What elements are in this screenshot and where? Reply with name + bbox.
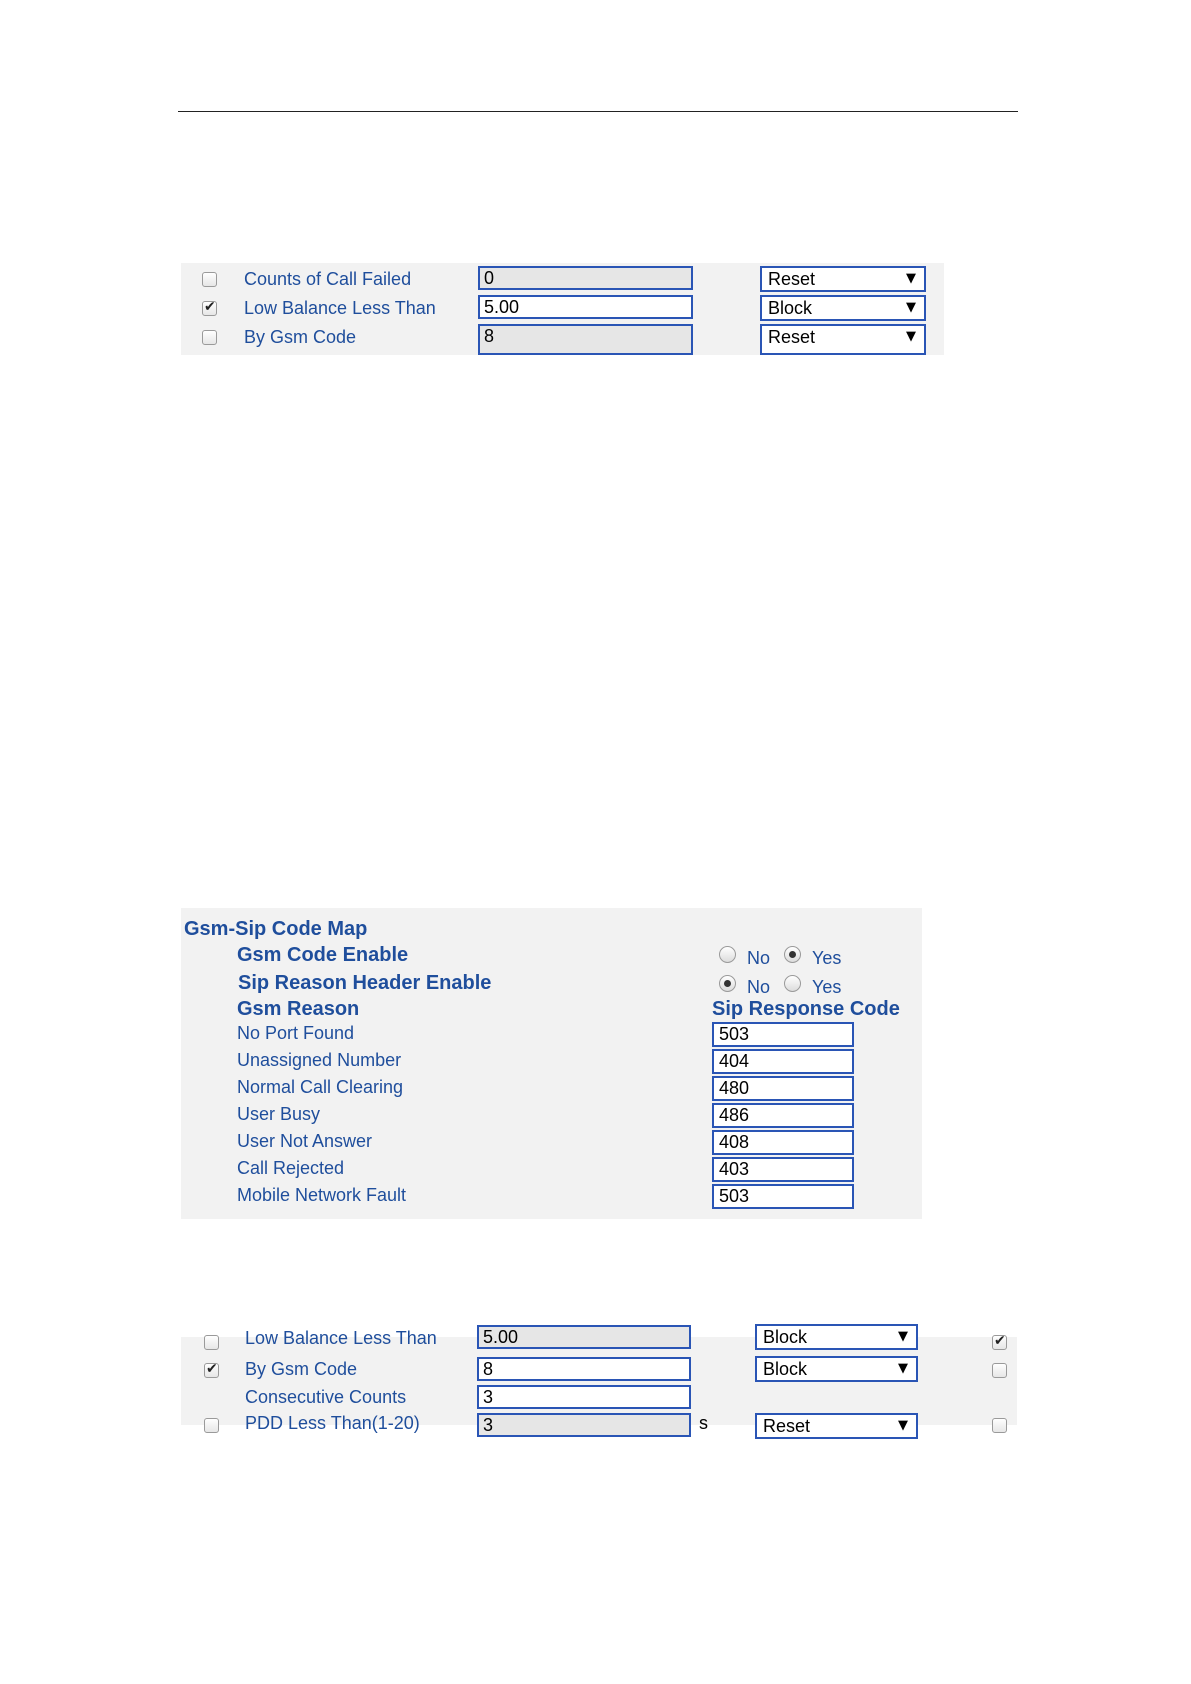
by-gsm-code-checkbox[interactable] (202, 330, 217, 345)
low-balance-action-select[interactable] (755, 1324, 918, 1350)
counts-call-failed-action-select[interactable] (760, 266, 926, 292)
sip-code-input[interactable]: 503 (712, 1184, 854, 1209)
pdd-unit: s (699, 1413, 708, 1433)
pdd-label: PDD Less Than(1-20) (245, 1413, 420, 1433)
gsm-reason-label: Mobile Network Fault (237, 1185, 407, 1205)
dropdown-arrow-icon: ▼ (906, 300, 916, 315)
gsm-code-enable-yes-radio[interactable] (784, 946, 801, 963)
sip-code-input[interactable]: 503 (712, 1022, 854, 1047)
select-value: Reset (763, 1416, 811, 1436)
gsm-reason-label: Normal Call Clearing (237, 1077, 404, 1097)
right-checkbox[interactable] (992, 1335, 1007, 1350)
gsm-code-enable-no-radio[interactable] (719, 946, 736, 963)
low-balance-input[interactable]: 5.00 (478, 295, 693, 319)
header-rule (178, 111, 1018, 112)
gsm-reason-label: User Not Answer (237, 1131, 373, 1151)
sip-response-code-column-header: Sip Response Code (712, 998, 900, 1020)
gsm-reason-label: Call Rejected (237, 1158, 345, 1178)
gsm-reason-label: Unassigned Number (237, 1050, 402, 1070)
gsm-reason-label: No Port Found (237, 1023, 355, 1043)
right-checkbox[interactable] (992, 1363, 1007, 1378)
select-value: Reset (768, 327, 816, 347)
sip-code-input[interactable]: 404 (712, 1049, 854, 1074)
sip-code-input[interactable]: 403 (712, 1157, 854, 1182)
sip-reason-header-no-label: No (747, 977, 771, 997)
sip-reason-header-enable-label: Sip Reason Header Enable (238, 972, 492, 994)
select-value: Reset (768, 269, 816, 289)
pdd-checkbox[interactable] (204, 1418, 219, 1433)
by-gsm-code-action-select[interactable] (755, 1356, 918, 1382)
dropdown-arrow-icon: ▼ (906, 271, 916, 286)
by-gsm-code-label: By Gsm Code (245, 1359, 358, 1379)
counts-call-failed-input[interactable]: 0 (478, 266, 693, 290)
call-failure-panel (181, 263, 944, 355)
sip-reason-header-no-radio[interactable] (719, 975, 736, 992)
select-value: Block (768, 298, 813, 318)
sip-reason-header-yes-radio[interactable] (784, 975, 801, 992)
gsm-reason-column-header: Gsm Reason (237, 998, 360, 1020)
select-value: Block (763, 1359, 808, 1379)
sip-code-input[interactable]: 408 (712, 1130, 854, 1155)
gsm-sip-code-map-panel (181, 908, 922, 1219)
dropdown-arrow-icon: ▼ (898, 1418, 908, 1433)
low-balance-input[interactable]: 5.00 (477, 1325, 691, 1349)
dropdown-arrow-icon: ▼ (906, 329, 916, 344)
by-gsm-code-action-select[interactable] (760, 324, 926, 355)
sip-reason-header-yes-label: Yes (812, 977, 842, 997)
right-checkbox[interactable] (992, 1418, 1007, 1433)
call-limit-panel-cropped (181, 1327, 1017, 1436)
low-balance-label: Low Balance Less Than (244, 298, 436, 318)
section-title: Gsm-Sip Code Map (184, 918, 368, 940)
by-gsm-code-checkbox[interactable] (204, 1363, 219, 1378)
counts-call-failed-checkbox[interactable] (202, 272, 217, 287)
consecutive-counts-label: Consecutive Counts (245, 1387, 407, 1407)
dropdown-arrow-icon: ▼ (898, 1361, 908, 1376)
pdd-action-select[interactable] (755, 1413, 918, 1439)
low-balance-checkbox[interactable] (202, 301, 217, 316)
gsm-code-enable-label: Gsm Code Enable (237, 944, 409, 966)
consecutive-counts-input[interactable]: 3 (477, 1385, 691, 1409)
sip-code-input[interactable]: 480 (712, 1076, 854, 1101)
by-gsm-code-input[interactable]: 8 (477, 1357, 691, 1381)
gsm-reason-label: User Busy (237, 1104, 321, 1124)
low-balance-label: Low Balance Less Than (245, 1328, 437, 1348)
by-gsm-code-label: By Gsm Code (244, 327, 357, 347)
low-balance-action-select[interactable] (760, 295, 926, 321)
by-gsm-code-input[interactable]: 8 (478, 324, 693, 355)
counts-call-failed-label: Counts of Call Failed (244, 269, 412, 289)
dropdown-arrow-icon: ▼ (898, 1329, 908, 1344)
low-balance-checkbox[interactable] (204, 1335, 219, 1350)
select-value: Block (763, 1327, 808, 1347)
gsm-code-enable-yes-label: Yes (812, 948, 842, 968)
sip-code-input[interactable]: 486 (712, 1103, 854, 1128)
gsm-code-enable-no-label: No (747, 948, 771, 968)
pdd-input[interactable]: 3 (477, 1413, 691, 1437)
